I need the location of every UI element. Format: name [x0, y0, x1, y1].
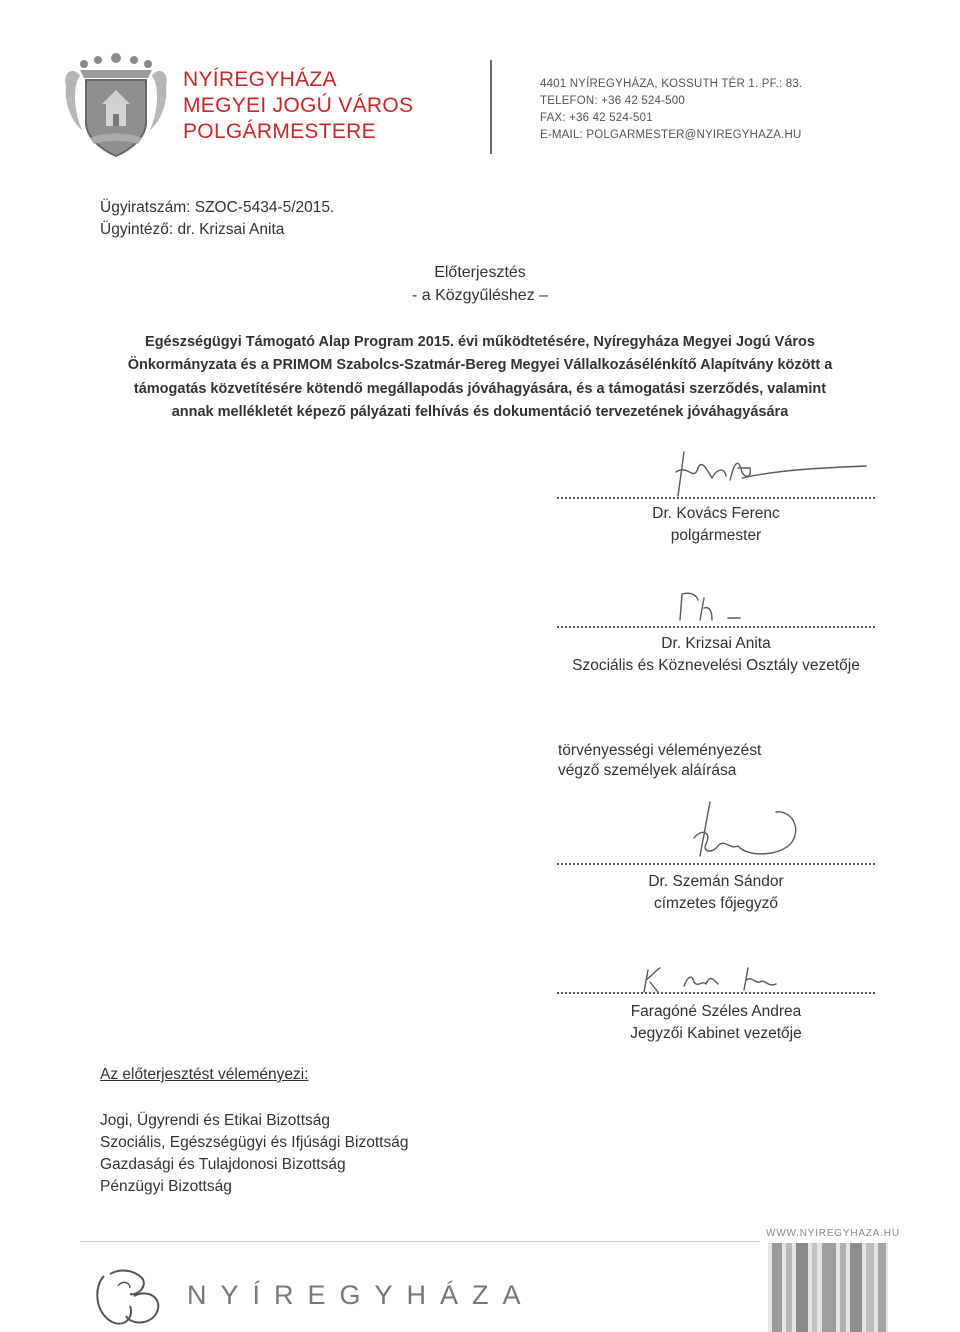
committee-item: Pénzügyi Bizottság — [100, 1178, 232, 1195]
signature-scribble-icon — [668, 442, 868, 498]
committee-item: Szociális, Egészségügyi és Ifjúsági Bizottság — [100, 1134, 409, 1151]
signature-line — [557, 624, 875, 628]
signature-line — [557, 990, 875, 994]
signatory-name: Dr. Szemán Sándor — [648, 873, 784, 890]
signature-scribble-icon — [676, 588, 756, 624]
signatory-name: Dr. Kovács Ferenc — [652, 505, 780, 522]
org-name-line: MEGYEI JOGÚ VÁROS — [183, 94, 414, 117]
signatory-name: Dr. Krizsai Anita — [661, 635, 771, 652]
org-name-line: NYÍREGYHÁZA — [183, 68, 337, 91]
document-subtitle: - a Közgyűléshez – — [411, 287, 549, 304]
signature-line — [557, 495, 875, 499]
subject-line: Önkormányzata és a PRIMOM Szabolcs-Szatmár-Bereg Megyei Vállalkozásélénkítő Alapítvány között a — [127, 357, 833, 374]
signature-line — [557, 861, 875, 865]
contact-fax: FAX: +36 42 524-501 — [540, 112, 653, 124]
contact-address: 4401 NYÍREGYHÁZA, KOSSUTH TÉR 1. PF.: 83. — [540, 78, 803, 90]
footer-decorative-stripes — [768, 1243, 888, 1332]
org-name-line: POLGÁRMESTERE — [183, 120, 376, 143]
signatory-name: Faragóné Széles Andrea — [630, 1003, 802, 1020]
signatory-role: címzetes főjegyző — [653, 895, 779, 912]
subject-block — [80, 331, 880, 424]
signatory-role: Szociális és Köznevelési Osztály vezetője — [572, 657, 860, 674]
legal-review-line: törvényességi véleményezést — [558, 742, 762, 759]
legal-review-note — [558, 742, 761, 780]
footer-wordmark: NYÍREGYHÁZA — [187, 1280, 535, 1310]
subject-line: támogatás közvetítésére kötendő megállapodás jóváhagyására, és a támogatási szerződés, valamint — [133, 380, 827, 397]
contact-email: E-MAIL: POLGARMESTER@NYIREGYHAZA.HU — [540, 129, 802, 141]
legal-review-line: végző személyek aláírása — [558, 762, 737, 779]
case-handler: Ügyintéző: dr. Krizsai Anita — [100, 221, 285, 238]
case-number: Ügyiratszám: SZOC-5434-5/2015. — [100, 199, 335, 216]
contact-phone: TELEFON: +36 42 524-500 — [540, 95, 685, 107]
subject-line: annak mellékletét képező pályázati felhívás és dokumentáció tervezetének jóváhagyására — [171, 403, 789, 420]
footer-divider — [80, 1241, 760, 1242]
signatory-role: polgármester — [670, 527, 762, 544]
city-coat-of-arms-icon — [62, 52, 170, 162]
header-divider — [490, 60, 492, 154]
footer-website: WWW.NYIREGYHAZA.HU — [766, 1228, 900, 1239]
signatory-role: Jegyzői Kabinet vezetője — [630, 1025, 802, 1042]
subject-line: Egészségügyi Támogató Alap Program 2015. évi működtetésére, Nyíregyháza Megyei Jogú Város — [145, 334, 815, 350]
signature-scribble-icon — [672, 798, 802, 864]
document-title: Előterjesztés — [434, 264, 526, 281]
reviewers-heading: Az előterjesztést véleményezi: — [100, 1066, 309, 1083]
committee-item: Jogi, Ügyrendi és Etikai Bizottság — [100, 1112, 331, 1129]
nyiregyhaza-logo-icon — [90, 1266, 182, 1330]
committee-item: Gazdasági és Tulajdonosi Bizottság — [100, 1156, 346, 1173]
